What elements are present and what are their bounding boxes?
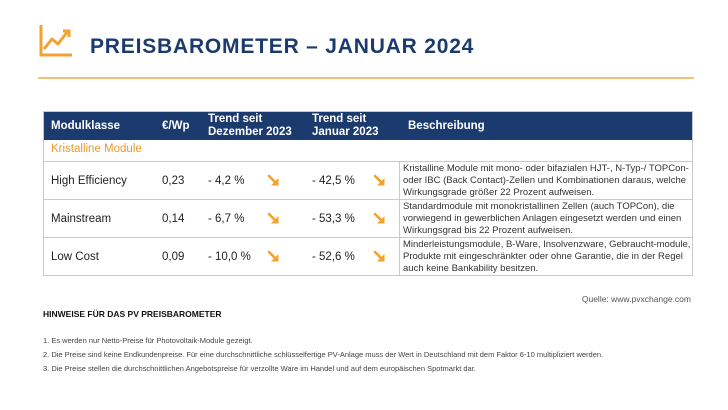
table-row bbox=[44, 238, 692, 275]
chart-trend-icon bbox=[38, 23, 74, 59]
section-label: Kristalline Module bbox=[51, 143, 142, 155]
row-class: Low Cost bbox=[51, 250, 99, 263]
note-item: 2. Die Preise sind keine Endkundenpreise. Für eine durchschnittliche schlüsselfertige PV-Anlage muss der Wert in Deutschland mit dem Faktor 6-10 multipliziert werden. bbox=[43, 350, 604, 359]
col-trend-dec: Trend seit Dezember 2023 bbox=[208, 113, 292, 138]
arrow-down-right-icon bbox=[373, 174, 387, 188]
notes-title: HINWEISE FÜR DAS PV PREISBAROMETER bbox=[43, 309, 222, 319]
section-kristalline-module bbox=[44, 140, 692, 162]
table-row bbox=[44, 200, 692, 238]
arrow-down-right-icon bbox=[267, 174, 281, 188]
header-divider bbox=[38, 77, 694, 79]
arrow-down-right-icon bbox=[373, 212, 387, 226]
source-note: Quelle: www.pvxchange.com bbox=[581, 294, 691, 304]
col-description: Beschreibung bbox=[408, 119, 485, 132]
row-class: Mainstream bbox=[51, 212, 112, 225]
row-class: High Efficiency bbox=[51, 174, 127, 187]
row-price: 0,14 bbox=[162, 212, 185, 225]
price-table bbox=[43, 111, 693, 276]
row-description: Minderleistungsmodule, B-Ware, Insolvenzware, Gebraucht-module, Produkte mit eingeschränkter oder ohne Garantie, die in der Regel auch keine Bankability besitzen. bbox=[399, 238, 693, 275]
arrow-down-right-icon bbox=[267, 212, 281, 226]
arrow-down-right-icon bbox=[267, 250, 281, 264]
note-item: 1. Es werden nur Netto-Preise für Photovoltaik-Module gezeigt. bbox=[43, 336, 253, 345]
row-trend-jan: - 52,6 % bbox=[312, 250, 355, 263]
row-description: Kristalline Module mit mono- oder bifazialen HJT-, N-Typ-/ TOPCon- oder IBC (Back Contact)-Zellen und Kombinationen daraus, welche Wirkungsgrade größer 22 Prozent aufweisen. bbox=[399, 162, 693, 199]
note-item: 3. Die Preise stellen die durchschnittlichen Angebotspreise für verzollte Ware im Handel und auf dem europäischen Spotmarkt dar. bbox=[43, 364, 476, 373]
row-trend-dec: - 4,2 % bbox=[208, 174, 245, 187]
table-header bbox=[44, 112, 692, 140]
row-trend-dec: - 6,7 % bbox=[208, 212, 245, 225]
row-trend-jan: - 42,5 % bbox=[312, 174, 355, 187]
row-trend-dec: - 10,0 % bbox=[208, 250, 251, 263]
col-trend-jan: Trend seit Januar 2023 bbox=[312, 113, 379, 138]
row-price: 0,23 bbox=[162, 174, 185, 187]
row-trend-jan: - 53,3 % bbox=[312, 212, 355, 225]
row-price: 0,09 bbox=[162, 250, 185, 263]
arrow-down-right-icon bbox=[373, 250, 387, 264]
col-modulklasse: Modulklasse bbox=[51, 119, 121, 132]
col-price: €/Wp bbox=[162, 119, 190, 132]
table-row bbox=[44, 162, 692, 200]
row-description: Standardmodule mit monokristallinen Zellen (auch TOPCon), die vorwiegend in gewerblichen Anlagen eingesetzt werden und einen Wirkungsgrad bis 22 Prozent aufweisen. bbox=[399, 200, 693, 237]
page-title: PREISBAROMETER – JANUAR 2024 bbox=[90, 35, 475, 58]
